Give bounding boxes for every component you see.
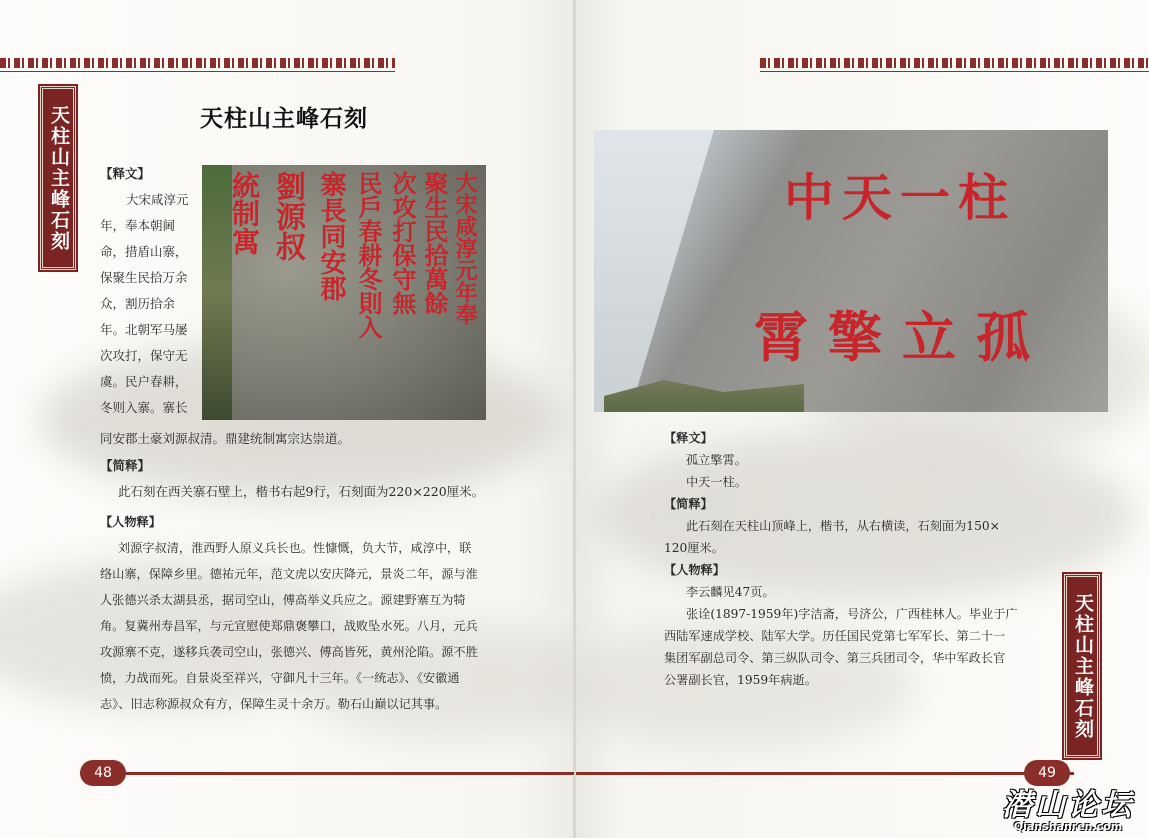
shiwen-heading: 【释文】 [100,166,151,181]
renwu-heading: 【人物释】 [100,515,161,529]
jianshi-heading: 【简释】 [664,497,713,511]
inscription-column: 次攻打保守無 [388,171,417,315]
jianshi-section [100,453,500,505]
renwu-section [100,509,500,717]
renwu-line: 攻源寨不克，遂移兵袭司空山，张德兴、傅高皆死，黄州沦陷。源不胜 [100,645,478,659]
jianshi-line: 此石刻在天柱山顶峰上，楷书，从右横读，石刻面为150× [686,519,1000,533]
shiwen-section [100,161,200,421]
shiwen-line: 保聚生民拾万余 [100,270,188,285]
shiwen-continued: 同安郡土豪刘源叔清。鼎建统制寓宗达崇道。 [100,431,351,446]
top-border-pattern [760,58,1149,68]
inscription-column: 聚生民拾萬餘 [420,171,449,315]
renwu-line: 角。复冀州寿昌军，与元宣慰使郑鼎褒攀口，战败坠水死。八月，元兵 [100,619,478,633]
inscription-big: 中天一柱 [784,168,1016,227]
top-border-line [0,71,395,72]
renwu-line: 张诠(1897-1959年)字洁斋，号济公，广西桂林人。毕业于广 [686,607,1018,621]
summit-inscription-photo [594,130,1108,412]
right-text-section [664,427,1074,691]
jianshi-text: 此石刻在西关寨石壁上，楷书右起9行，石刻面为220×220厘米。 [118,484,485,499]
page-number: 48 [80,760,126,786]
stone-inscription-photo [202,165,486,420]
inscription-column: 統制寓 [228,171,261,255]
renwu-heading: 【人物释】 [664,563,725,577]
footer-line [576,772,1074,775]
shiwen-line: 次攻打，保守无 [100,348,188,363]
renwu-line: 人张德兴杀太湖县丞，据司空山，傅高举义兵应之。源建野寨互为犄 [100,593,466,607]
footer-line [80,772,574,775]
side-title-label: 天柱山主峰石刻 [40,86,76,270]
renwu-line: 集团军副总司令、第三纵队司令、第三兵团司令，华中军政长官 [664,651,1006,665]
renwu-line: 志》、旧志称源叔众有方，保障生灵十余万。勒石山巅以记其事。 [100,697,448,711]
inscription-column: 大宋咸淳元年奉 [452,171,478,325]
watermark-url: Qianshanren.com [1013,820,1123,833]
page-number: 49 [1024,760,1070,786]
inscription-column: 劉源叔 [270,171,305,261]
jianshi-line: 120厘米。 [664,541,724,555]
forum-watermark [988,780,1148,838]
shiwen-line: 中天一柱。 [686,475,747,489]
jianshi-heading: 【简释】 [100,458,151,473]
shiwen-line: 命，措盾山寨， [100,244,188,259]
page-title: 天柱山主峰石刻 [200,106,368,132]
shiwen-line: 孤立擎霄。 [686,453,747,467]
renwu-line: 李云麟见47页。 [686,585,775,599]
inscription-small: 孤立擎霄 [754,305,1050,369]
shiwen-line: 众，割历拾余 [100,296,176,311]
watermark-title: 潜山论坛 [1002,788,1134,823]
shiwen-line: 冬则入寨。寨长 [100,400,188,415]
shiwen-line: 大宋咸淳元 [126,192,189,207]
renwu-line: 公署副长官，1959年病逝。 [664,673,817,687]
top-border-pattern [0,58,395,68]
shiwen-heading: 【释文】 [664,431,713,445]
shiwen-line: 年。北朝军马屡 [100,322,188,337]
sky-area [594,130,714,412]
top-border-line [760,71,1149,72]
renwu-line: 西陆军速成学校、陆军大学。历任国民党第七军军长、第二十一 [664,629,1006,643]
inscription-column: 寨長同安郡 [316,171,346,301]
renwu-line: 络山寨，保障乡里。德祐元年，范文虎以安庆降元，景炎二年，源与淮 [100,567,478,581]
side-title-label: 天柱山主峰石刻 [1064,574,1100,758]
shiwen-line: 年，奉本朝阃 [100,218,176,233]
renwu-line: 刘源字叔清，淮西野人原义兵长也。性慷慨，负大节，咸淳中，联 [118,541,472,555]
shiwen-line: 虞。民户春耕， [100,374,188,389]
inscription-column: 民戶春耕冬則入 [354,171,383,339]
renwu-line: 愤，力战而死。自景炎至祥兴，守御凡十三年。《一统志》、《安徽通 [100,671,460,685]
book-spine [573,0,576,838]
